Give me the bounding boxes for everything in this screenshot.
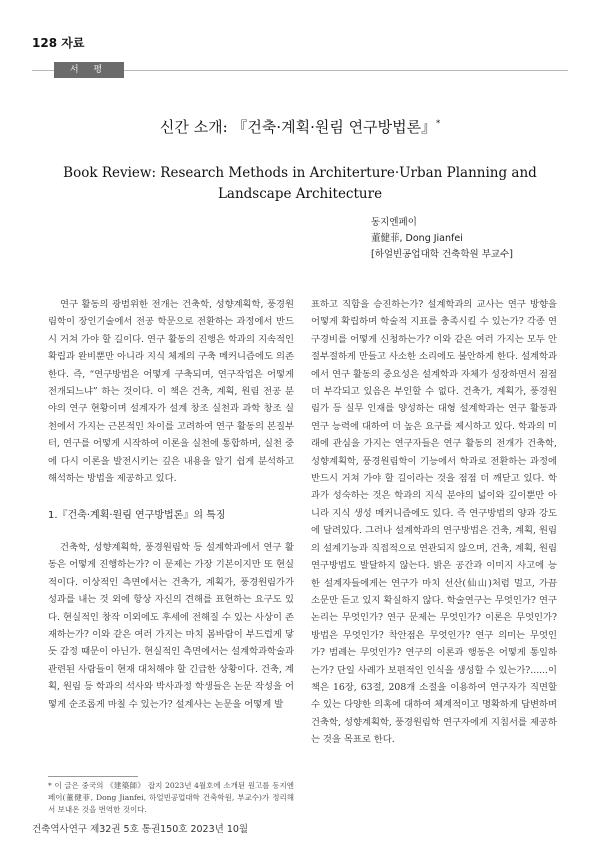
journal-footer: 건축역사연구 제32권 5호 통권150호 2023년 10월 — [32, 824, 249, 835]
english-title-line1: Book Review: Research Methods in Architerture·Urban Planning and — [63, 165, 537, 181]
author-block — [371, 215, 513, 263]
left-column — [48, 296, 294, 713]
page-number-label: 128 자료 — [32, 36, 85, 50]
korean-title-text: 신간 소개: 『건축·계획·원림 연구방법론』 — [159, 118, 437, 136]
body-paragraph: 연구 활동의 광범위한 전개는 건축학, 성향계획학, 풍경원림학이 장인기술에서 전공 학문으로 전환하는 과정에서 반드시 거쳐 가야 할 길이다. 연구 활동의 진행은 학과의 지속적인 확립과 완비뿐만 아니라 지식 체계의 구축 메커니즘에도 의존한다. 즉, “연구방법은 어떻게 구축되며, 연구작업은 어떻게 전개되느냐” 하는 것이다. 이 책은 건축, 계획, 원림 전공 분야의 연구 현황이며 설계자가 설계 창조 실천과 과학 창조 실천에서 가지는 근본적인 차이를 고려하여 연구 활동의 본질부터, 연구를 어떻게 시작하여 이론을 실천에 통합하며, 실천 중에 다시 이론을 발전시키는 깊은 내용을 알기 쉽게 분석하고 해석하는 방법을 제공하고 있다. — [48, 299, 294, 485]
footnote-rule — [48, 776, 138, 777]
korean-title — [0, 116, 600, 137]
english-title — [0, 163, 600, 205]
section-tag: 서 평 — [54, 62, 124, 78]
footnote: * 이 글은 중국의 《建築師》 잡지 2023년 4월호에 소개된 원고를 동지엔페이(董健菲, Dong Jianfei, 하얼빈공업대학 건축학원, 부교수)가 정리해서 보내온 것을 번역한 것이다. — [48, 781, 294, 814]
body-paragraph: 표하고 직함을 승진하는가? 설계학과의 교사는 연구 방향을 어떻게 확립하며 학술적 지표를 충족시킬 수 있는가? 각종 연구경비를 어떻게 신청하는가? 이와 같은 여러 가지는 모두 안절부절하게 만들고 사소한 소리에도 불안하게 한다. 설계학과에서 연구 활동의 중요성은 설계학과 자체가 성장하면서 점점 더 부각되고 있음은 부인할 수 없다. 건축가, 계획가, 풍경원림가 등 실무 인재를 양성하는 대형 설계학과는 연구 활동과 연구 능력에 대하여 더 높은 요구를 제시하고 있다. 학과의 미래에 관심을 가지는 연구자들은 연구 활동의 전개가 건축학, 성향계획학, 풍경원림학이 기능에서 학과로 전환하는 과정에 반드시 거쳐 가야 할 길이라는 것을 점점 더 깨닫고 있다. 학과가 성숙하는 것은 학과의 지식 분야의 넓이와 깊이뿐만 아니라 지식 생성 메커니즘에도 있다. 즉 연구방법의 양과 강도에 달려있다. 그러나 설계학과의 연구방법은 건축, 계획, 원림의 설계기능과 직접적으로 연관되지 않으며, 건축, 계획, 원림 연구방법도 발달하지 않는다. 밝은 공간과 이미지 사고에 능한 설계자들에게는 연구가 마치 선산(仙山)처럼 멀고, 가끔 소문만 듣고 있지 확실하지 않다. 학술연구는 무엇인가? 연구 논리는 무엇인가? 연구 문제는 무엇인가? 이론은 무엇인가? 방법은 무엇인가? 착안점은 무엇인가? 연구 의미는 무엇인가? 범례는 무엇인가? 연구의 이론과 행동은 어떻게 통일하는가? 단일 사례가 보편적인 인식을 생성할 수 있는가?......이 책은 16장, 63절, 208개 소절을 이용하여 연구자가 직면할 수 있는 다양한 의혹에 대하여 체계적이고 명확하게 답변하며 건축학, 성향계획학, 풍경원림학 연구자에게 지침서를 제공하는 것을 목표로 한다. — [311, 299, 557, 746]
right-column — [311, 296, 557, 749]
author-affiliation: [하얼빈공업대학 건축학원 부교수] — [371, 249, 513, 260]
body-paragraph: 건축학, 성향계획학, 풍경원림학 등 설계학과에서 연구 활동은 어떻게 진행하는가? 이 문제는 가장 기본이지만 또 현실적이다. 이상적인 측면에서는 건축가, 계획가, 풍경원림가가 성과를 내는 것 외에 항상 자신의 견해를 표현하는 요구도 있다. 현실적인 창작 이외에도 후세에 전해질 수 있는 사상이 존재하는가? 이와 같은 여러 가지는 마치 봄바람이 부드럽게 닿듯 감정 때문이 아닌가. 현실적인 측면에서는 설계학과학술과 관련된 사람들이 현재 대처해야 할 긴급한 상황이다. 건축, 계획, 원림 등 학과의 석사와 박사과정 학생들은 논문 작성을 어떻게 순조롭게 마칠 수 있는가? 설계사는 논문을 어떻게 발 — [48, 541, 294, 710]
section-heading: 1.『건축·계획·원림 연구방법론』의 특징 — [48, 510, 226, 522]
english-title-line2: Landscape Architecture — [217, 186, 383, 202]
author-name-korean: 동지엔페이 — [371, 217, 417, 228]
author-name-chinese: 董健菲, Dong Jianfei — [371, 233, 463, 244]
footnote-marker: * — [436, 119, 441, 128]
